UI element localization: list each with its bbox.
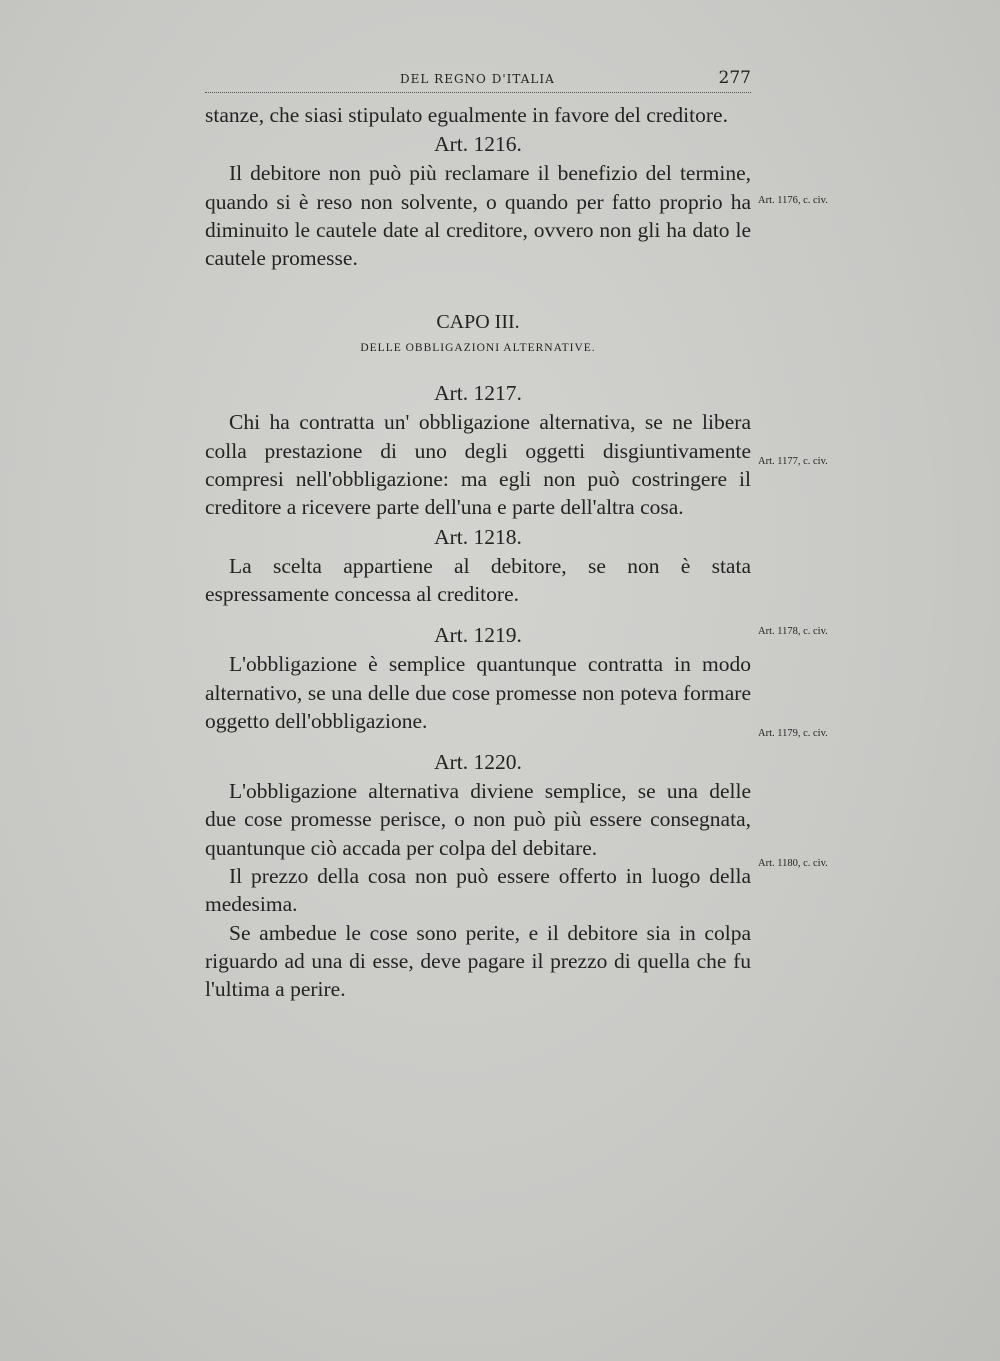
running-head <box>205 68 751 93</box>
article-heading-1218: Art. 1218. <box>434 524 522 549</box>
article-heading-1217: Art. 1217. <box>434 381 522 406</box>
margin-note-1176: Art. 1176, c. civ. <box>758 195 828 206</box>
paragraph-art-1220: L'obbligazione alternativa diviene semplice, se una delle due cose promesse perisce, o non può più essere consegnata, quantunque ciò accada per colpa del debitare. <box>205 779 751 860</box>
chapter-title: CAPO III. <box>436 311 520 334</box>
margin-note-1180: Art. 1180, c. civ. <box>758 858 828 869</box>
paragraph-continuation: stanze, che siasi stipulato egualmente in favore del creditore. <box>205 103 728 127</box>
margin-note-1178: Art. 1178, c. civ. <box>758 626 828 637</box>
paragraph-art-1220-c: Se ambedue le cose sono perite, e il debitore sia in colpa riguardo ad una di esse, deve pagare il prezzo di quella che fu l'ultima a perire. <box>205 920 751 1002</box>
text-column <box>205 101 751 1004</box>
margin-note-1177: Art. 1177, c. civ. <box>758 456 828 467</box>
chapter-subtitle: DELLE OBBLIGAZIONI ALTERNATIVE. <box>360 342 596 355</box>
paragraph-art-1217: Chi ha contratta un' obbligazione alternativa, se ne libera colla prestazione di uno degli oggetti disgiuntivamente compresi nell'obbligazione: ma egli non può costringere il creditore a ricevere parte dell'una e parte dell'altra cosa. <box>205 410 751 520</box>
article-heading-1216: Art. 1216. <box>434 132 522 157</box>
margin-note-1179: Art. 1179, c. civ. <box>758 728 828 739</box>
running-title: DEL REGNO D'ITALIA <box>400 72 555 86</box>
paragraph-art-1216: Il debitore non può più reclamare il benefizio del termine, quando si è reso non solvente, o quando per fatto proprio ha diminuito le cautele date al creditore, ovvero non gli ha dato le cautele promesse. <box>205 161 751 271</box>
article-heading-1220: Art. 1220. <box>434 750 522 775</box>
paragraph-art-1220-b: Il prezzo della cosa non può essere offerto in luogo della medesima. <box>205 864 751 917</box>
paragraph-art-1219: L'obbligazione è semplice quantunque contratta in modo alternativo, se una delle due cose promesse non poteva formare oggetto dell'obbligazione. <box>205 652 751 733</box>
page-number: 277 <box>718 68 751 88</box>
paragraph-art-1218: La scelta appartiene al debitore, se non è stata espressamente concessa al creditore. <box>205 553 751 606</box>
article-heading-1219: Art. 1219. <box>434 623 522 648</box>
